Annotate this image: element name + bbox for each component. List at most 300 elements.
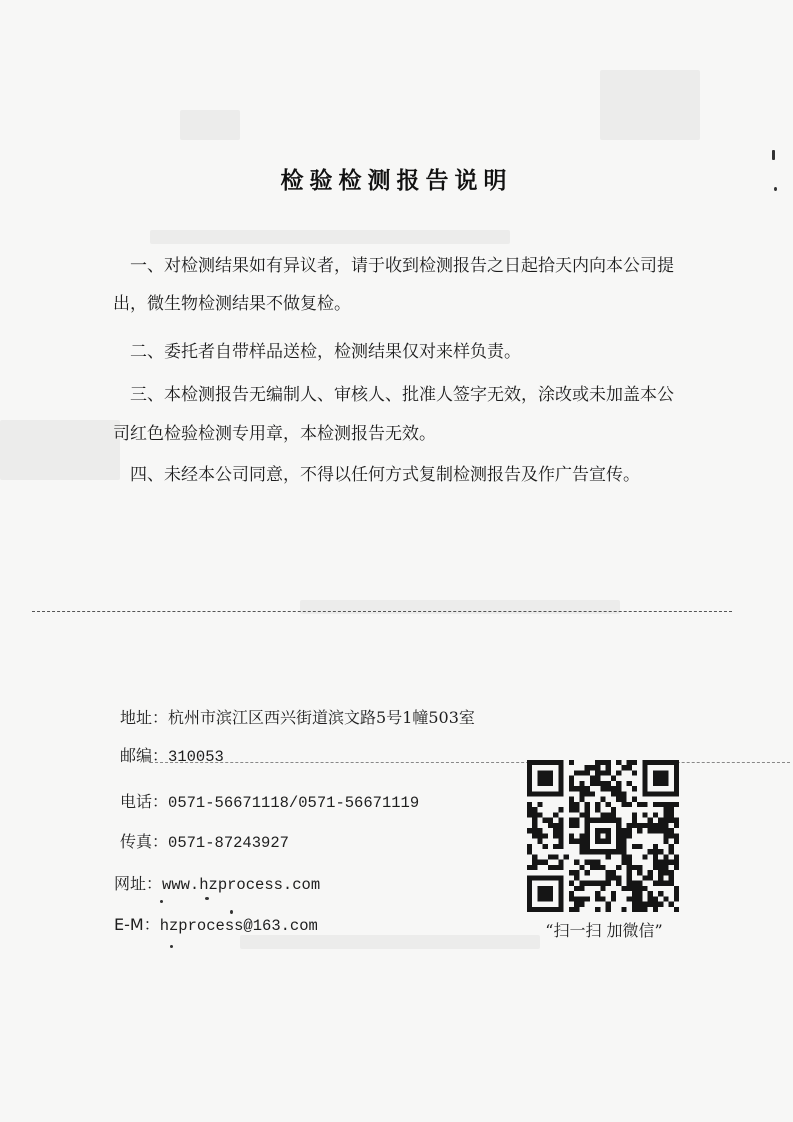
qr-module bbox=[627, 781, 632, 786]
qr-module bbox=[532, 791, 537, 796]
qr-module bbox=[621, 797, 626, 802]
qr-module bbox=[527, 875, 532, 880]
qr-module bbox=[653, 881, 658, 886]
phone-row bbox=[120, 792, 419, 813]
qr-module bbox=[621, 828, 626, 833]
document-title: 检验检测报告说明 bbox=[280, 168, 513, 194]
qr-module bbox=[537, 839, 542, 844]
qr-module bbox=[653, 823, 658, 828]
qr-module bbox=[669, 881, 674, 886]
qr-module bbox=[632, 902, 637, 907]
qr-module bbox=[579, 797, 584, 802]
website-value: www.hzprocess.com bbox=[162, 876, 321, 894]
qr-module bbox=[653, 896, 658, 901]
qr-module bbox=[674, 818, 679, 823]
qr-module bbox=[595, 765, 600, 770]
qr-module bbox=[579, 865, 584, 870]
fax-row bbox=[120, 832, 289, 853]
qr-module bbox=[543, 875, 548, 880]
qr-module bbox=[606, 786, 611, 791]
qr-module bbox=[616, 844, 621, 849]
qr-module bbox=[585, 844, 590, 849]
qr-module bbox=[616, 839, 621, 844]
qr-module bbox=[527, 902, 532, 907]
qr-module bbox=[674, 781, 679, 786]
qr-module bbox=[669, 802, 674, 807]
qr-module bbox=[600, 886, 605, 891]
qr-module bbox=[632, 797, 637, 802]
qr-module bbox=[606, 812, 611, 817]
qr-module bbox=[543, 844, 548, 849]
scan-shadow bbox=[0, 420, 120, 480]
clause-1-line-2: 出，微生物检测结果不做复检。 bbox=[113, 294, 351, 314]
qr-module bbox=[663, 823, 668, 828]
qr-module bbox=[658, 865, 663, 870]
qr-module bbox=[669, 860, 674, 865]
qr-module bbox=[606, 765, 611, 770]
qr-module bbox=[579, 770, 584, 775]
qr-module bbox=[590, 781, 595, 786]
clause-4: 四、未经本公司同意，不得以任何方式复制检测报告及作广告宣传。 bbox=[130, 465, 640, 485]
qr-module bbox=[543, 791, 548, 796]
qr-module bbox=[658, 823, 663, 828]
address-value: 杭州市滨江区西兴街道滨文路5号1幢503室 bbox=[168, 708, 475, 727]
qr-module bbox=[574, 823, 579, 828]
qr-module bbox=[558, 896, 563, 901]
qr-module bbox=[637, 886, 642, 891]
qr-module bbox=[674, 865, 679, 870]
qr-module bbox=[558, 760, 563, 765]
qr-module bbox=[648, 896, 653, 901]
qr-module bbox=[621, 907, 626, 912]
qr-module bbox=[669, 812, 674, 817]
qr-module bbox=[590, 818, 595, 823]
qr-module bbox=[611, 849, 616, 854]
qr-module bbox=[663, 860, 668, 865]
qr-module bbox=[616, 786, 621, 791]
qr-module bbox=[527, 807, 532, 812]
qr-module bbox=[527, 776, 532, 781]
email-value: hzprocess@163.com bbox=[159, 917, 318, 935]
qr-module bbox=[548, 907, 553, 912]
qr-module bbox=[653, 860, 658, 865]
qr-module bbox=[590, 776, 595, 781]
qr-module bbox=[648, 875, 653, 880]
qr-module bbox=[537, 770, 542, 775]
qr-module bbox=[642, 770, 647, 775]
qr-module bbox=[537, 802, 542, 807]
qr-module bbox=[606, 828, 611, 833]
qr-module bbox=[616, 770, 621, 775]
qr-module bbox=[653, 902, 658, 907]
qr-module bbox=[595, 881, 600, 886]
qr-module bbox=[642, 791, 647, 796]
qr-module bbox=[606, 839, 611, 844]
qr-module bbox=[558, 765, 563, 770]
qr-module bbox=[548, 865, 553, 870]
qr-module bbox=[627, 886, 632, 891]
qr-module bbox=[637, 896, 642, 901]
qr-module bbox=[569, 797, 574, 802]
qr-module bbox=[600, 786, 605, 791]
qr-module bbox=[653, 760, 658, 765]
qr-module bbox=[616, 828, 621, 833]
qr-module bbox=[548, 896, 553, 901]
qr-module bbox=[548, 791, 553, 796]
qr-module bbox=[611, 791, 616, 796]
qr-module bbox=[553, 823, 558, 828]
qr-module bbox=[558, 907, 563, 912]
qr-module bbox=[532, 812, 537, 817]
qr-module bbox=[585, 860, 590, 865]
qr-module bbox=[590, 765, 595, 770]
qr-module bbox=[621, 802, 626, 807]
qr-module bbox=[663, 812, 668, 817]
qr-module bbox=[674, 770, 679, 775]
qr-module bbox=[579, 833, 584, 838]
qr-module bbox=[627, 865, 632, 870]
qr-module bbox=[543, 776, 548, 781]
qr-module bbox=[621, 860, 626, 865]
qr-module bbox=[527, 781, 532, 786]
qr-module bbox=[642, 902, 647, 907]
qr-module bbox=[548, 818, 553, 823]
qr-module bbox=[658, 875, 663, 880]
qr-module bbox=[569, 802, 574, 807]
qr-module bbox=[648, 902, 653, 907]
qr-module bbox=[606, 902, 611, 907]
qr-module bbox=[616, 791, 621, 796]
qr-module bbox=[632, 891, 637, 896]
qr-module bbox=[658, 760, 663, 765]
qr-module bbox=[585, 849, 590, 854]
qr-module bbox=[627, 870, 632, 875]
qr-module bbox=[579, 781, 584, 786]
qr-module bbox=[537, 833, 542, 838]
qr-module bbox=[600, 781, 605, 786]
qr-module bbox=[585, 896, 590, 901]
qr-module bbox=[558, 865, 563, 870]
qr-module bbox=[674, 854, 679, 859]
qr-module bbox=[653, 849, 658, 854]
qr-module bbox=[558, 776, 563, 781]
qr-module bbox=[606, 802, 611, 807]
qr-module bbox=[611, 896, 616, 901]
scan-speck bbox=[170, 945, 173, 948]
qr-module bbox=[600, 770, 605, 775]
qr-module bbox=[663, 896, 668, 901]
qr-module bbox=[627, 765, 632, 770]
qr-module bbox=[543, 907, 548, 912]
qr-module bbox=[663, 881, 668, 886]
scan-shadow bbox=[180, 110, 240, 140]
qr-module bbox=[558, 781, 563, 786]
qr-module bbox=[632, 823, 637, 828]
qr-module bbox=[569, 760, 574, 765]
fax-label: 传真： bbox=[120, 832, 169, 851]
qr-module bbox=[600, 828, 605, 833]
qr-module bbox=[653, 781, 658, 786]
qr-module bbox=[616, 833, 621, 838]
section-divider bbox=[32, 611, 732, 612]
qr-module bbox=[558, 844, 563, 849]
qr-module bbox=[648, 849, 653, 854]
qr-module bbox=[627, 828, 632, 833]
qr-module bbox=[527, 760, 532, 765]
qr-module bbox=[595, 896, 600, 901]
qr-module bbox=[574, 896, 579, 901]
qr-module bbox=[595, 833, 600, 838]
qr-module bbox=[642, 886, 647, 891]
qr-module bbox=[658, 818, 663, 823]
address-label: 地址： bbox=[120, 708, 169, 727]
qr-module bbox=[537, 896, 542, 901]
qr-module bbox=[574, 802, 579, 807]
qr-module bbox=[574, 807, 579, 812]
qr-module bbox=[527, 791, 532, 796]
qr-module bbox=[627, 854, 632, 859]
qr-module bbox=[669, 760, 674, 765]
qr-module bbox=[574, 875, 579, 880]
qr-module bbox=[553, 844, 558, 849]
qr-module bbox=[653, 844, 658, 849]
phone-label: 电话： bbox=[120, 792, 169, 811]
qr-module bbox=[616, 849, 621, 854]
qr-module bbox=[532, 828, 537, 833]
qr-module bbox=[574, 860, 579, 865]
qr-module bbox=[595, 907, 600, 912]
qr-module bbox=[527, 896, 532, 901]
qr-module bbox=[537, 760, 542, 765]
qr-module bbox=[548, 891, 553, 896]
website-row bbox=[114, 874, 320, 895]
qr-module bbox=[548, 854, 553, 859]
qr-module bbox=[558, 886, 563, 891]
qr-module bbox=[674, 823, 679, 828]
qr-module bbox=[637, 828, 642, 833]
qr-module bbox=[637, 881, 642, 886]
qr-module bbox=[653, 812, 658, 817]
email-row bbox=[114, 915, 318, 936]
qr-module bbox=[579, 886, 584, 891]
qr-module bbox=[537, 812, 542, 817]
qr-module bbox=[585, 870, 590, 875]
qr-module bbox=[532, 875, 537, 880]
qr-module bbox=[595, 839, 600, 844]
qr-module bbox=[606, 781, 611, 786]
qr-module bbox=[553, 875, 558, 880]
qr-module bbox=[621, 765, 626, 770]
qr-module bbox=[532, 907, 537, 912]
qr-module bbox=[658, 902, 663, 907]
qr-module bbox=[585, 807, 590, 812]
qr-module bbox=[553, 812, 558, 817]
qr-module bbox=[595, 807, 600, 812]
qr-module bbox=[616, 823, 621, 828]
qr-module bbox=[642, 823, 647, 828]
qr-module bbox=[558, 891, 563, 896]
qr-module bbox=[553, 854, 558, 859]
qr-module bbox=[543, 770, 548, 775]
qr-module bbox=[537, 886, 542, 891]
qr-module bbox=[537, 875, 542, 880]
qr-module bbox=[606, 760, 611, 765]
qr-module bbox=[648, 760, 653, 765]
qr-module bbox=[558, 875, 563, 880]
scan-speck bbox=[230, 910, 233, 914]
qr-module bbox=[637, 823, 642, 828]
qr-module bbox=[532, 860, 537, 865]
qr-module bbox=[658, 860, 663, 865]
qr-module bbox=[663, 828, 668, 833]
qr-module bbox=[569, 786, 574, 791]
qr-module bbox=[527, 802, 532, 807]
clause-3-line-2: 司红色检验检测专用章，本检测报告无效。 bbox=[113, 424, 436, 444]
qr-module bbox=[674, 833, 679, 838]
qr-module bbox=[558, 818, 563, 823]
qr-module bbox=[653, 770, 658, 775]
qr-module bbox=[632, 881, 637, 886]
qr-module bbox=[558, 839, 563, 844]
qr-module bbox=[527, 770, 532, 775]
qr-module bbox=[543, 833, 548, 838]
postcode-row bbox=[120, 746, 224, 767]
wechat-qr-code bbox=[527, 760, 679, 912]
qr-module bbox=[606, 875, 611, 880]
qr-module bbox=[621, 833, 626, 838]
scan-speck bbox=[774, 187, 777, 191]
qr-module bbox=[642, 875, 647, 880]
qr-module bbox=[611, 870, 616, 875]
qr-module bbox=[658, 802, 663, 807]
qr-module bbox=[585, 833, 590, 838]
qr-module bbox=[548, 886, 553, 891]
qr-module bbox=[653, 791, 658, 796]
qr-module bbox=[553, 760, 558, 765]
qr-module bbox=[600, 849, 605, 854]
qr-module bbox=[527, 786, 532, 791]
qr-module bbox=[574, 770, 579, 775]
qr-module bbox=[527, 881, 532, 886]
qr-module bbox=[642, 802, 647, 807]
qr-module bbox=[569, 896, 574, 901]
qr-module bbox=[600, 865, 605, 870]
qr-module bbox=[674, 839, 679, 844]
postcode-label: 邮编： bbox=[120, 746, 169, 765]
qr-module bbox=[590, 881, 595, 886]
qr-module bbox=[548, 875, 553, 880]
qr-module bbox=[606, 770, 611, 775]
qr-module bbox=[611, 875, 616, 880]
qr-module bbox=[574, 886, 579, 891]
qr-module bbox=[621, 844, 626, 849]
qr-module bbox=[663, 839, 668, 844]
qr-module bbox=[606, 818, 611, 823]
qr-module bbox=[600, 812, 605, 817]
scan-speck bbox=[205, 897, 209, 900]
qr-module bbox=[585, 881, 590, 886]
qr-module bbox=[569, 781, 574, 786]
qr-module bbox=[600, 760, 605, 765]
qr-module bbox=[648, 891, 653, 896]
qr-module bbox=[648, 823, 653, 828]
qr-module bbox=[637, 891, 642, 896]
qr-module bbox=[663, 854, 668, 859]
qr-module bbox=[674, 886, 679, 891]
qr-module bbox=[653, 802, 658, 807]
qr-module bbox=[548, 823, 553, 828]
scan-shadow bbox=[240, 935, 540, 949]
qr-module bbox=[595, 818, 600, 823]
qr-module bbox=[579, 881, 584, 886]
qr-module bbox=[564, 854, 569, 859]
qr-module bbox=[669, 807, 674, 812]
qr-module bbox=[595, 802, 600, 807]
qr-module bbox=[558, 823, 563, 828]
scan-speck bbox=[160, 900, 163, 903]
qr-module bbox=[558, 807, 563, 812]
qr-module bbox=[569, 881, 574, 886]
qr-module bbox=[632, 760, 637, 765]
qr-module bbox=[669, 833, 674, 838]
qr-module bbox=[653, 854, 658, 859]
qr-module bbox=[569, 891, 574, 896]
qr-module bbox=[674, 776, 679, 781]
qr-module bbox=[595, 891, 600, 896]
qr-module bbox=[543, 760, 548, 765]
qr-module bbox=[606, 907, 611, 912]
qr-module bbox=[669, 791, 674, 796]
qr-module bbox=[585, 828, 590, 833]
qr-module bbox=[663, 807, 668, 812]
qr-module bbox=[569, 870, 574, 875]
qr-module bbox=[616, 781, 621, 786]
qr-module bbox=[600, 839, 605, 844]
qr-module bbox=[579, 791, 584, 796]
qr-module bbox=[569, 833, 574, 838]
qr-module bbox=[658, 781, 663, 786]
qr-module bbox=[590, 849, 595, 854]
qr-module bbox=[548, 770, 553, 775]
qr-module bbox=[663, 760, 668, 765]
qr-module bbox=[595, 849, 600, 854]
qr-module bbox=[674, 791, 679, 796]
qr-module bbox=[632, 896, 637, 901]
qr-module bbox=[558, 786, 563, 791]
qr-module bbox=[674, 786, 679, 791]
qr-module bbox=[537, 891, 542, 896]
qr-module bbox=[600, 818, 605, 823]
qr-module bbox=[579, 812, 584, 817]
qr-module bbox=[558, 902, 563, 907]
qr-module bbox=[637, 802, 642, 807]
qr-module bbox=[595, 770, 600, 775]
qr-module bbox=[600, 797, 605, 802]
qr-module bbox=[627, 875, 632, 880]
qr-module bbox=[579, 786, 584, 791]
qr-module bbox=[553, 791, 558, 796]
qr-module bbox=[632, 865, 637, 870]
qr-module bbox=[658, 791, 663, 796]
qr-module bbox=[642, 760, 647, 765]
qr-module bbox=[600, 896, 605, 901]
qr-module bbox=[537, 860, 542, 865]
qr-module bbox=[532, 833, 537, 838]
qr-module bbox=[658, 870, 663, 875]
qr-module bbox=[590, 865, 595, 870]
qr-module bbox=[579, 849, 584, 854]
qr-module bbox=[574, 902, 579, 907]
